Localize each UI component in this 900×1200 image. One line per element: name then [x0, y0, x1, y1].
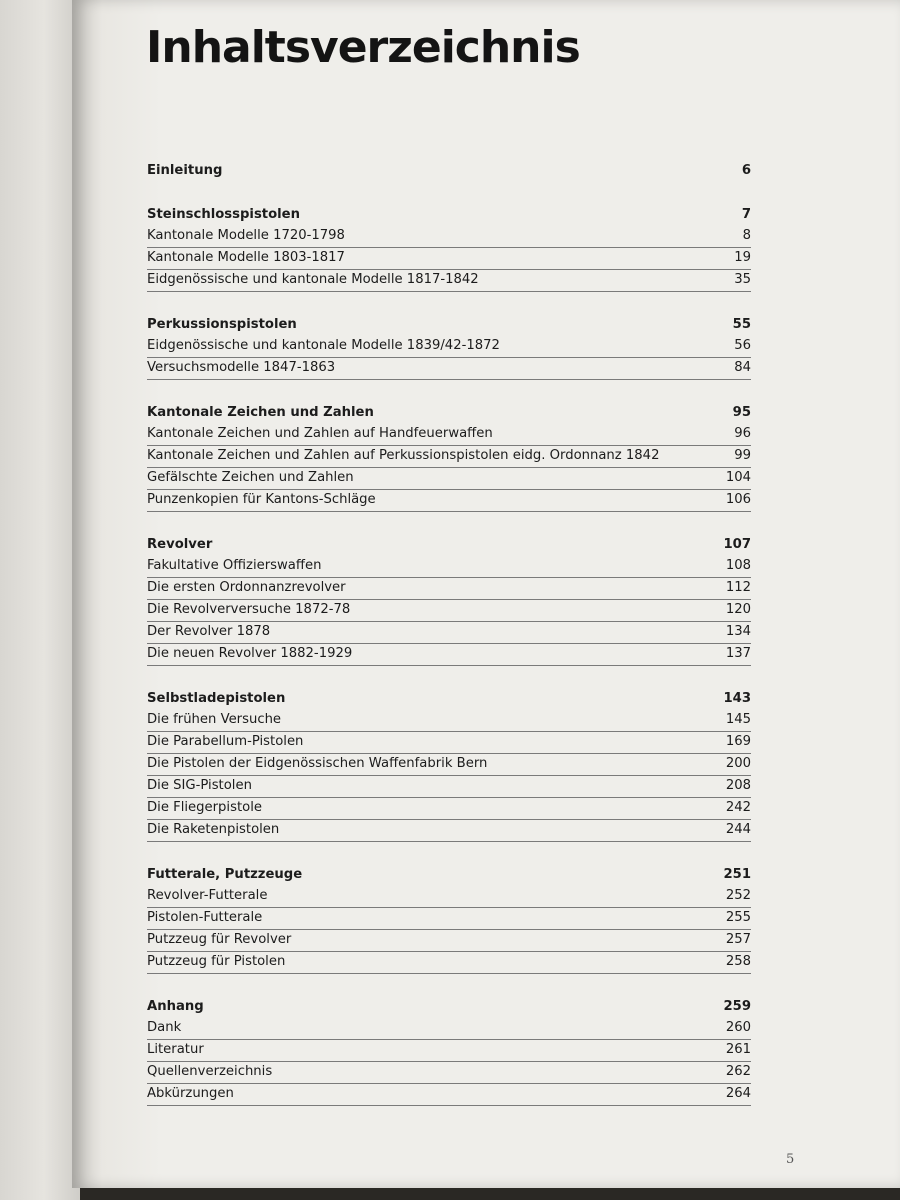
page-number: 5: [786, 1152, 795, 1167]
toc-entry: [147, 446, 751, 468]
toc-entry-page: 84: [734, 360, 751, 375]
toc-entry-page: 104: [725, 470, 751, 485]
toc-entry: [147, 754, 751, 776]
toc-entry: [147, 578, 751, 600]
toc-entry: [147, 644, 751, 666]
toc-entry: [147, 776, 751, 798]
toc-entry-label: Dank: [147, 1020, 182, 1035]
toc-section: [147, 534, 751, 666]
section-heading-label: Futterale, Putzzeuge: [147, 867, 303, 882]
toc-entry-label: Putzzeug für Revolver: [147, 932, 292, 947]
toc-entry-page: 56: [734, 338, 751, 353]
section-heading: [147, 402, 751, 424]
toc-entry-label: Kantonale Zeichen und Zahlen auf Perkussionspistolen eidg. Ordonnanz 1842: [147, 448, 660, 463]
toc-entry-page: 96: [734, 426, 751, 441]
toc-entry: [147, 270, 751, 292]
toc-entry-label: Die frühen Versuche: [147, 712, 282, 727]
toc-entry-label: Quellenverzeichnis: [147, 1064, 273, 1079]
toc-entry-page: 19: [734, 250, 751, 265]
toc-entry: [147, 886, 751, 908]
toc-entry-page: 258: [725, 954, 751, 969]
section-heading-page: 95: [732, 405, 751, 420]
section-heading: [147, 204, 751, 226]
toc-entry-label: Die Revolverversuche 1872-78: [147, 602, 351, 617]
toc-entry-label: Revolver-Futterale: [147, 888, 268, 903]
toc-entry-label: Kantonale Modelle 1720-1798: [147, 228, 345, 243]
toc-entry-page: 264: [725, 1086, 751, 1101]
toc-entry-page: 120: [725, 602, 751, 617]
section-heading: [147, 314, 751, 336]
toc-entry: [147, 952, 751, 974]
section-heading: [147, 534, 751, 556]
toc-entry-label: Der Revolver 1878: [147, 624, 271, 639]
toc-entry-label: Die Fliegerpistole: [147, 800, 262, 815]
section-heading-page: 7: [741, 207, 751, 222]
toc-entry-page: 252: [725, 888, 751, 903]
toc-entry-page: 257: [725, 932, 751, 947]
toc-entry: [147, 798, 751, 820]
toc-entry: [147, 908, 751, 930]
toc-entry: [147, 820, 751, 842]
section-heading-label: Perkussionspistolen: [147, 317, 297, 332]
toc-entry-page: 200: [725, 756, 751, 771]
toc-entry-page: 137: [725, 646, 751, 661]
toc-section: [147, 314, 751, 380]
toc-entry-label: Eidgenössische und kantonale Modelle 1839/42-1872: [147, 338, 500, 353]
toc-section: [147, 864, 751, 974]
toc-entry-label: Fakultative Offizierswaffen: [147, 558, 322, 573]
section-heading-page: 55: [732, 317, 751, 332]
toc-entry: [147, 1018, 751, 1040]
toc-entry-label: Kantonale Modelle 1803-1817: [147, 250, 345, 265]
toc-section: [147, 402, 751, 512]
toc-entry: [147, 710, 751, 732]
toc-entry-page: 262: [725, 1064, 751, 1079]
toc-entry-page: 242: [725, 800, 751, 815]
facing-page-edge: [0, 0, 80, 1200]
section-heading: [147, 996, 751, 1018]
toc-entry: [147, 556, 751, 578]
toc-entry: [147, 226, 751, 248]
toc-entry-page: 134: [725, 624, 751, 639]
toc-entry-page: 106: [725, 492, 751, 507]
toc-entry: [147, 600, 751, 622]
toc-entry-label: Punzenkopien für Kantons-Schläge: [147, 492, 376, 507]
section-heading-page: 107: [723, 537, 751, 552]
toc-entry-label: Pistolen-Futterale: [147, 910, 263, 925]
toc-entry: [147, 358, 751, 380]
toc-entry: [147, 1084, 751, 1106]
toc-entry-page: 208: [725, 778, 751, 793]
toc-entry-label: Eidgenössische und kantonale Modelle 1817-1842: [147, 272, 479, 287]
toc-entry-label: Gefälschte Zeichen und Zahlen: [147, 470, 354, 485]
toc-entry-page: 260: [725, 1020, 751, 1035]
toc-entry: [147, 732, 751, 754]
toc-entry-page: 145: [725, 712, 751, 727]
toc-entry-label: Putzzeug für Pistolen: [147, 954, 286, 969]
section-heading: [147, 160, 751, 182]
section-heading-label: Kantonale Zeichen und Zahlen: [147, 405, 374, 420]
section-heading: [147, 864, 751, 886]
toc-entry: [147, 424, 751, 446]
toc-entry-label: Die neuen Revolver 1882-1929: [147, 646, 353, 661]
section-heading-label: Einleitung: [147, 163, 223, 178]
toc-entry: [147, 468, 751, 490]
toc-entry-label: Literatur: [147, 1042, 204, 1057]
toc-entry-label: Versuchsmodelle 1847-1863: [147, 360, 336, 375]
toc-entry: [147, 1062, 751, 1084]
section-heading-page: 6: [741, 163, 751, 178]
toc-entry-page: 261: [725, 1042, 751, 1057]
toc-entry-label: Die ersten Ordonnanzrevolver: [147, 580, 346, 595]
table-of-contents: [147, 160, 751, 1128]
toc-entry-page: 8: [742, 228, 751, 243]
toc-entry-page: 169: [725, 734, 751, 749]
section-heading-label: Steinschlosspistolen: [147, 207, 301, 222]
toc-entry-label: Kantonale Zeichen und Zahlen auf Handfeuerwaffen: [147, 426, 493, 441]
toc-entry-page: 255: [725, 910, 751, 925]
toc-entry-page: 99: [734, 448, 751, 463]
toc-entry-page: 112: [725, 580, 751, 595]
toc-entry-label: Die Raketenpistolen: [147, 822, 280, 837]
section-heading: [147, 688, 751, 710]
toc-section: [147, 204, 751, 292]
toc-section: [147, 688, 751, 842]
section-heading-label: Selbstladepistolen: [147, 691, 286, 706]
toc-entry: [147, 622, 751, 644]
toc-section: [147, 160, 751, 182]
toc-entry-label: Die SIG-Pistolen: [147, 778, 252, 793]
toc-entry: [147, 248, 751, 270]
toc-entry-page: 108: [725, 558, 751, 573]
page-title: Inhaltsverzeichnis: [146, 22, 580, 73]
toc-entry: [147, 930, 751, 952]
section-heading-page: 251: [723, 867, 751, 882]
toc-entry-label: Die Pistolen der Eidgenössischen Waffenfabrik Bern: [147, 756, 488, 771]
toc-entry-label: Abkürzungen: [147, 1086, 234, 1101]
section-heading-page: 259: [723, 999, 751, 1014]
section-heading-label: Anhang: [147, 999, 204, 1014]
toc-entry-label: Die Parabellum-Pistolen: [147, 734, 304, 749]
section-heading-page: 143: [723, 691, 751, 706]
toc-entry-page: 244: [725, 822, 751, 837]
section-heading-label: Revolver: [147, 537, 213, 552]
toc-entry: [147, 1040, 751, 1062]
toc-entry-page: 35: [734, 272, 751, 287]
toc-entry: [147, 490, 751, 512]
toc-section: [147, 996, 751, 1106]
toc-entry: [147, 336, 751, 358]
